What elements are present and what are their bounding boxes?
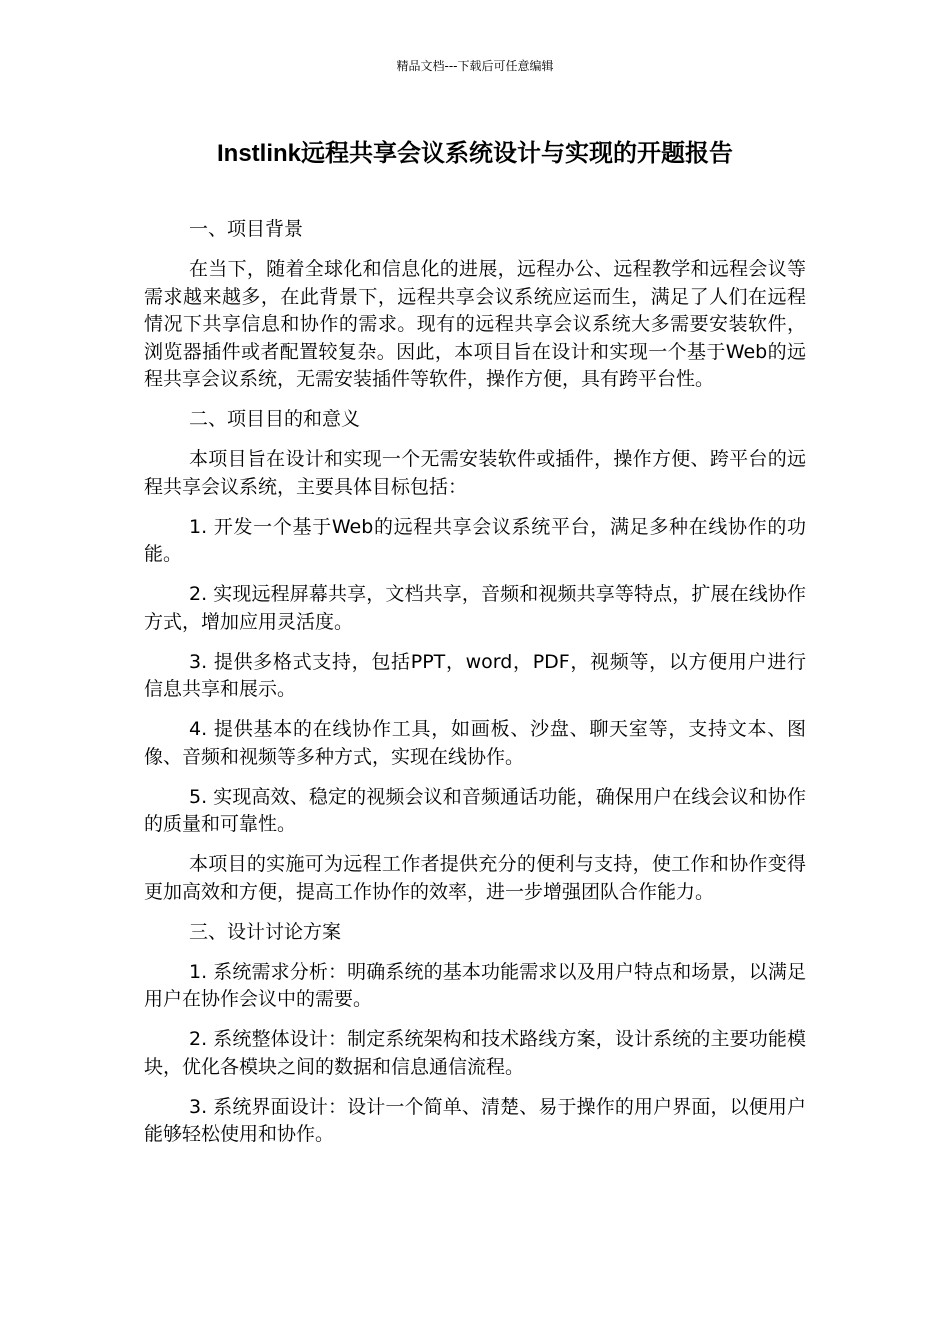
list-item-design-3: 3. 系统界面设计：设计一个简单、清楚、易于操作的用户界面，以便用户能够轻松使用和协作。: [144, 1095, 806, 1145]
paragraph-purpose-intro: 本项目旨在设计和实现一个无需安装软件或插件，操作方便、跨平台的远程共享会议系统，主要具体目标包括：: [144, 448, 806, 498]
section-heading-purpose: 二、项目目的和意义: [189, 408, 361, 430]
paragraph-background: 在当下，随着全球化和信息化的进展，远程办公、远程教学和远程会议等需求越来越多，在此背景下，远程共享会议系统应运而生，满足了人们在远程情况下共享信息和协作的需求。现有的远程共享会议系统大多需要安装软件，浏览器插件或者配置较复杂。因此，本项目旨在设计和实现一个基于Web的远程共享会议系统，无需安装插件等软件，操作方便，具有跨平台性。: [144, 258, 806, 390]
document-title: Instlink远程共享会议系统设计与实现的开题报告: [216, 140, 733, 167]
section-heading-design: 三、设计讨论方案: [189, 920, 342, 943]
list-item-design-1: 1. 系统需求分析：明确系统的基本功能需求以及用户特点和场景，以满足用户在协作会议中的需要。: [144, 960, 806, 1010]
list-item-goal-3: 3. 提供多格式支持，包括PPT，word，PDF，视频等，以方便用户进行信息共享和展示。: [144, 650, 806, 700]
list-item-goal-4: 4. 提供基本的在线协作工具，如画板、沙盘、聊天室等，支持文本、图像、音频和视频等多种方式，实现在线协作。: [144, 718, 806, 768]
section-heading-background: 一、项目背景: [189, 218, 304, 240]
page-header: 精品文档---下载后可任意编辑: [396, 59, 554, 73]
list-item-goal-1: 1. 开发一个基于Web的远程共享会议系统平台，满足多种在线协作的功能。: [144, 515, 806, 565]
list-item-design-2: 2. 系统整体设计：制定系统架构和技术路线方案，设计系统的主要功能模块，优化各模块之间的数据和信息通信流程。: [144, 1028, 806, 1078]
paragraph-significance: 本项目的实施可为远程工作者提供充分的便利与支持，使工作和协作变得更加高效和方便，提高工作协作的效率，进一步增强团队合作能力。: [144, 853, 806, 903]
list-item-goal-5: 5. 实现高效、稳定的视频会议和音频通话功能，确保用户在线会议和协作的质量和可靠性。: [144, 785, 806, 835]
list-item-goal-2: 2. 实现远程屏幕共享，文档共享，音频和视频共享等特点，扩展在线协作方式，增加应用灵活度。: [144, 583, 806, 633]
document-body: [144, 216, 806, 1161]
